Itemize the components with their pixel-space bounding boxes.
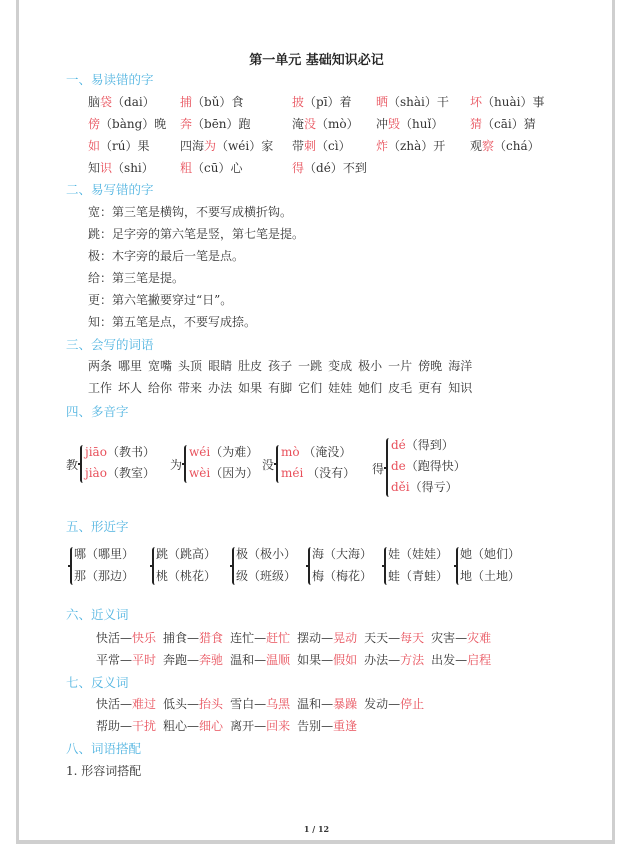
vocab-word: 它们 (298, 381, 323, 395)
highlight-char: 袋 (100, 95, 113, 109)
polyphone-reading (391, 478, 458, 495)
answer-word: 灾难 (467, 631, 492, 645)
word-text: 出发— (431, 653, 468, 667)
word-pair (364, 697, 424, 711)
pinyin: （shi） (112, 161, 154, 175)
vocab-word: 办法 (208, 381, 233, 395)
word-text: 捕食— (163, 631, 200, 645)
brace-tip-icon (454, 565, 458, 567)
pinyin: děi (391, 480, 410, 494)
answer-word: 重逢 (333, 719, 358, 733)
word-text: 温和— (230, 653, 267, 667)
page-title: 第一单元 基础知识必记 (249, 53, 384, 68)
word-text: 如果— (297, 653, 334, 667)
word-text: 干 (436, 95, 449, 109)
answer-word: 快乐 (132, 631, 157, 645)
word-text: 着 (339, 95, 352, 109)
vocab-word: 给你 (148, 381, 173, 395)
word-text: 快活— (96, 631, 133, 645)
section-heading-2: 二、易写错的字 (66, 182, 154, 197)
similar-char: 地（土地） (460, 569, 521, 583)
section-heading-8: 八、词语搭配 (66, 741, 142, 756)
word-pair (163, 631, 223, 645)
answer-word: 晃动 (333, 631, 358, 645)
similar-char: 那（那边） (74, 569, 135, 583)
pinyin: （dai） (112, 95, 155, 109)
highlight-char: 奔 (180, 117, 193, 131)
pinyin: méi (281, 466, 304, 480)
highlight-char: 识 (100, 161, 113, 175)
pinyin: （pī） (304, 95, 340, 109)
word-text: 粗心— (163, 719, 200, 733)
similar-char: 海（大海） (312, 547, 373, 561)
misread-word (180, 94, 243, 110)
polyphone-reading (281, 464, 355, 481)
vocab-word: 肚皮 (238, 359, 263, 373)
similar-char: 蛙（青蛙） (388, 569, 449, 583)
vocab-word: 带来 (178, 381, 203, 395)
writing-note: 极：木字旁的最后一笔是点。 (88, 249, 245, 263)
polyphone-reading (189, 443, 258, 460)
similar-char: 极（极小） (236, 547, 297, 561)
vocab-word: 头顶 (178, 359, 203, 373)
word-text: 食 (231, 95, 244, 109)
word-pair (163, 653, 223, 667)
word-text: 灾害— (431, 631, 468, 645)
highlight-char: 坏 (470, 95, 483, 109)
writing-note: 宽：第三笔是横钩，不要写成横折钩。 (88, 205, 293, 219)
misread-word (292, 138, 351, 154)
word-pair (96, 697, 156, 711)
section-heading-6: 六、近义词 (66, 607, 129, 622)
polyphone-char: 为 (170, 458, 183, 472)
highlight-char: 披 (292, 95, 305, 109)
word-text: 低头— (163, 697, 200, 711)
highlight-char: 得 (292, 161, 305, 175)
polyphone-reading (281, 443, 351, 460)
pinyin: （mò） (316, 117, 359, 131)
similar-char: 她（她们） (460, 547, 521, 561)
polyphone-reading (85, 443, 155, 460)
vocab-row-2 (88, 379, 478, 396)
misread-word (470, 138, 540, 154)
word-text: 天天— (364, 631, 401, 645)
pinyin: （shài） (388, 95, 437, 109)
synonym-row-2 (96, 651, 498, 668)
vocab-word: 知识 (448, 381, 473, 395)
word-pair (230, 631, 290, 645)
word-text: 心 (230, 161, 243, 175)
pinyin: （cū） (192, 161, 231, 175)
answer-word: 猎食 (199, 631, 224, 645)
word-text: 不到 (342, 161, 367, 175)
highlight-char: 晒 (376, 95, 389, 109)
vocab-word: 变成 (328, 359, 353, 373)
polyphone-reading (391, 457, 466, 474)
answer-word: 难过 (132, 697, 157, 711)
word-text: 摆动— (297, 631, 334, 645)
highlight-char: 如 (88, 139, 101, 153)
misread-word (292, 160, 367, 176)
word-text: 观 (470, 139, 483, 153)
answer-word: 回来 (266, 719, 291, 733)
section-heading-5: 五、形近字 (66, 519, 129, 534)
word-text: 快活— (96, 697, 133, 711)
vocab-row-1 (88, 357, 478, 374)
word-pair (96, 653, 156, 667)
pinyin: dé (391, 438, 406, 452)
brace-tip-icon (382, 565, 386, 567)
answer-word: 平时 (132, 653, 157, 667)
misread-word (376, 116, 443, 132)
misread-word (88, 116, 166, 132)
vocab-word: 宽嘴 (148, 359, 173, 373)
pinyin: （bǔ） (192, 95, 232, 109)
word-text: 连忙— (230, 631, 267, 645)
word-pair (297, 631, 357, 645)
pinyin: （wéi） (216, 139, 262, 153)
vocab-word: 哪里 (118, 359, 143, 373)
misread-word (180, 138, 273, 154)
word-pair (364, 653, 424, 667)
section-heading-7: 七、反义词 (66, 675, 129, 690)
answer-word: 细心 (199, 719, 224, 733)
answer-word: 暴躁 (333, 697, 358, 711)
writing-note: 更：第六笔撇要穿过“日”。 (88, 293, 233, 307)
word-text: 离开— (230, 719, 267, 733)
example-word: （因为） (210, 466, 259, 480)
word-text: 四海 (180, 139, 205, 153)
example-word: （教书） (106, 445, 155, 459)
misread-word (470, 116, 536, 132)
polyphone-reading (85, 464, 155, 481)
pinyin: （dé） (304, 161, 343, 175)
answer-word: 每天 (400, 631, 425, 645)
word-pair (163, 697, 223, 711)
word-text: 帮助— (96, 719, 133, 733)
misread-word (180, 160, 242, 176)
misread-word (470, 94, 544, 110)
brace-tip-icon (384, 467, 388, 469)
section-heading-1: 一、易读错的字 (66, 72, 154, 87)
word-text: 带 (292, 139, 305, 153)
synonym-row-1 (96, 629, 498, 646)
vocab-word: 两条 (88, 359, 113, 373)
vocab-word: 坏人 (118, 381, 143, 395)
answer-word: 干扰 (132, 719, 157, 733)
highlight-char: 猜 (470, 117, 483, 131)
word-pair (163, 719, 223, 733)
brace-tip-icon (182, 463, 186, 465)
word-text: 冲 (376, 117, 389, 131)
antonym-row-1 (96, 695, 431, 712)
answer-word: 抬头 (199, 697, 224, 711)
pinyin: de (391, 459, 406, 473)
word-text: 温和— (297, 697, 334, 711)
example-word: （得到） (405, 438, 454, 452)
word-text: 开 (433, 139, 446, 153)
word-text: 办法— (364, 653, 401, 667)
vocab-word: 如果 (238, 381, 263, 395)
brace-tip-icon (150, 565, 154, 567)
brace-tip-icon (78, 463, 82, 465)
pinyin: jiào (85, 466, 107, 480)
vocab-word: 她们 (358, 381, 383, 395)
misread-word (292, 94, 352, 110)
misread-word (376, 138, 445, 154)
writing-note: 跳：足字旁的第六笔是竖，第七笔是提。 (88, 227, 305, 241)
vocab-word: 工作 (88, 381, 113, 395)
similar-char: 桃（桃花） (156, 569, 217, 583)
pinyin: （bàng） (100, 117, 155, 131)
pinyin: （cì） (316, 139, 351, 153)
pinyin: （chá） (494, 139, 540, 153)
answer-word: 赶忙 (266, 631, 291, 645)
similar-char: 哪（哪里） (74, 547, 135, 561)
vocab-word: 海洋 (448, 359, 473, 373)
word-text: 雪白— (230, 697, 267, 711)
pinyin: wèi (189, 466, 211, 480)
vocab-word: 眼睛 (208, 359, 233, 373)
word-pair (364, 631, 424, 645)
word-text: 家 (261, 139, 274, 153)
misread-word (376, 94, 449, 110)
word-pair (431, 653, 491, 667)
word-text: 平常— (96, 653, 133, 667)
example-word: （没有） (303, 466, 356, 480)
highlight-char: 为 (204, 139, 217, 153)
writing-note: 知：第五笔是点，不要写成捺。 (88, 315, 257, 329)
answer-word: 假如 (333, 653, 358, 667)
pinyin: （bēn） (192, 117, 239, 131)
misread-word (180, 116, 251, 132)
similar-char: 娃（娃娃） (388, 547, 449, 561)
vocab-word: 孩子 (268, 359, 293, 373)
polyphone-reading (189, 464, 258, 481)
pinyin: （rú） (100, 139, 138, 153)
word-pair (297, 719, 357, 733)
word-text: 淹 (292, 117, 305, 131)
highlight-char: 粗 (180, 161, 193, 175)
answer-word: 乌黑 (266, 697, 291, 711)
word-text: 奔跑— (163, 653, 200, 667)
similar-char: 跳（跳高） (156, 547, 217, 561)
example-word: （教室） (106, 466, 155, 480)
word-pair (297, 697, 357, 711)
word-text: 猜 (523, 117, 536, 131)
answer-word: 奔驰 (199, 653, 224, 667)
example-word: （得亏） (409, 480, 458, 494)
example-word: （淹没） (299, 445, 352, 459)
pinyin: （huǐ） (400, 117, 444, 131)
word-text: 脑 (88, 95, 101, 109)
answer-word: 方法 (400, 653, 425, 667)
word-pair (96, 631, 156, 645)
brace-tip-icon (230, 565, 234, 567)
highlight-char: 炸 (376, 139, 389, 153)
pinyin: mò (281, 445, 300, 459)
vocab-word: 更有 (418, 381, 443, 395)
highlight-char: 傍 (88, 117, 101, 131)
example-word: （跑得快） (405, 459, 466, 473)
polyphone-reading (391, 436, 454, 453)
brace-tip-icon (274, 463, 278, 465)
pinyin: wéi (189, 445, 211, 459)
similar-char: 梅（梅花） (312, 569, 373, 583)
highlight-char: 没 (304, 117, 317, 131)
highlight-char: 刺 (304, 139, 317, 153)
misread-word (88, 138, 150, 154)
antonym-row-2 (96, 717, 364, 734)
vocab-word: 娃娃 (328, 381, 353, 395)
polyphone-char: 没 (262, 458, 275, 472)
word-pair (96, 719, 156, 733)
answer-word: 温顺 (266, 653, 291, 667)
word-text: 知 (88, 161, 101, 175)
example-word: （为难） (210, 445, 259, 459)
brace-tip-icon (306, 565, 310, 567)
word-text: 果 (137, 139, 150, 153)
word-text: 告别— (297, 719, 334, 733)
brace-tip-icon (68, 565, 72, 567)
polyphone-char: 教 (66, 458, 79, 472)
vocab-word: 极小 (358, 359, 383, 373)
word-text: 发动— (364, 697, 401, 711)
word-text: 跑 (238, 117, 251, 131)
word-pair (230, 719, 290, 733)
word-pair (230, 697, 290, 711)
vocab-word: 一片 (388, 359, 413, 373)
misread-word (292, 116, 359, 132)
vocab-word: 一跳 (298, 359, 323, 373)
page-number: 1 / 12 (303, 824, 330, 834)
polyphone-char: 得 (372, 461, 385, 476)
word-text: 事 (532, 95, 545, 109)
pinyin: （huài） (482, 95, 533, 109)
section-heading-4: 四、多音字 (66, 404, 129, 419)
subheading-adjective-collocation: 1. 形容词搭配 (66, 764, 142, 778)
vocab-word: 傍晚 (418, 359, 443, 373)
similar-char: 级（班级） (236, 569, 297, 583)
section-heading-3: 三、会写的词语 (66, 337, 154, 352)
word-pair (230, 653, 290, 667)
misread-word (88, 160, 154, 176)
word-text: 晚 (154, 117, 167, 131)
word-pair (297, 653, 357, 667)
vocab-word: 皮毛 (388, 381, 413, 395)
highlight-char: 察 (482, 139, 495, 153)
highlight-char: 毁 (388, 117, 401, 131)
pinyin: jiāo (85, 445, 107, 459)
highlight-char: 捕 (180, 95, 193, 109)
answer-word: 停止 (400, 697, 425, 711)
answer-word: 启程 (467, 653, 492, 667)
writing-note: 给：第三笔是提。 (88, 271, 185, 285)
pinyin: （zhà） (388, 139, 434, 153)
vocab-word: 有脚 (268, 381, 293, 395)
word-pair (431, 631, 491, 645)
pinyin: （cāi） (482, 117, 524, 131)
misread-word (88, 94, 155, 110)
